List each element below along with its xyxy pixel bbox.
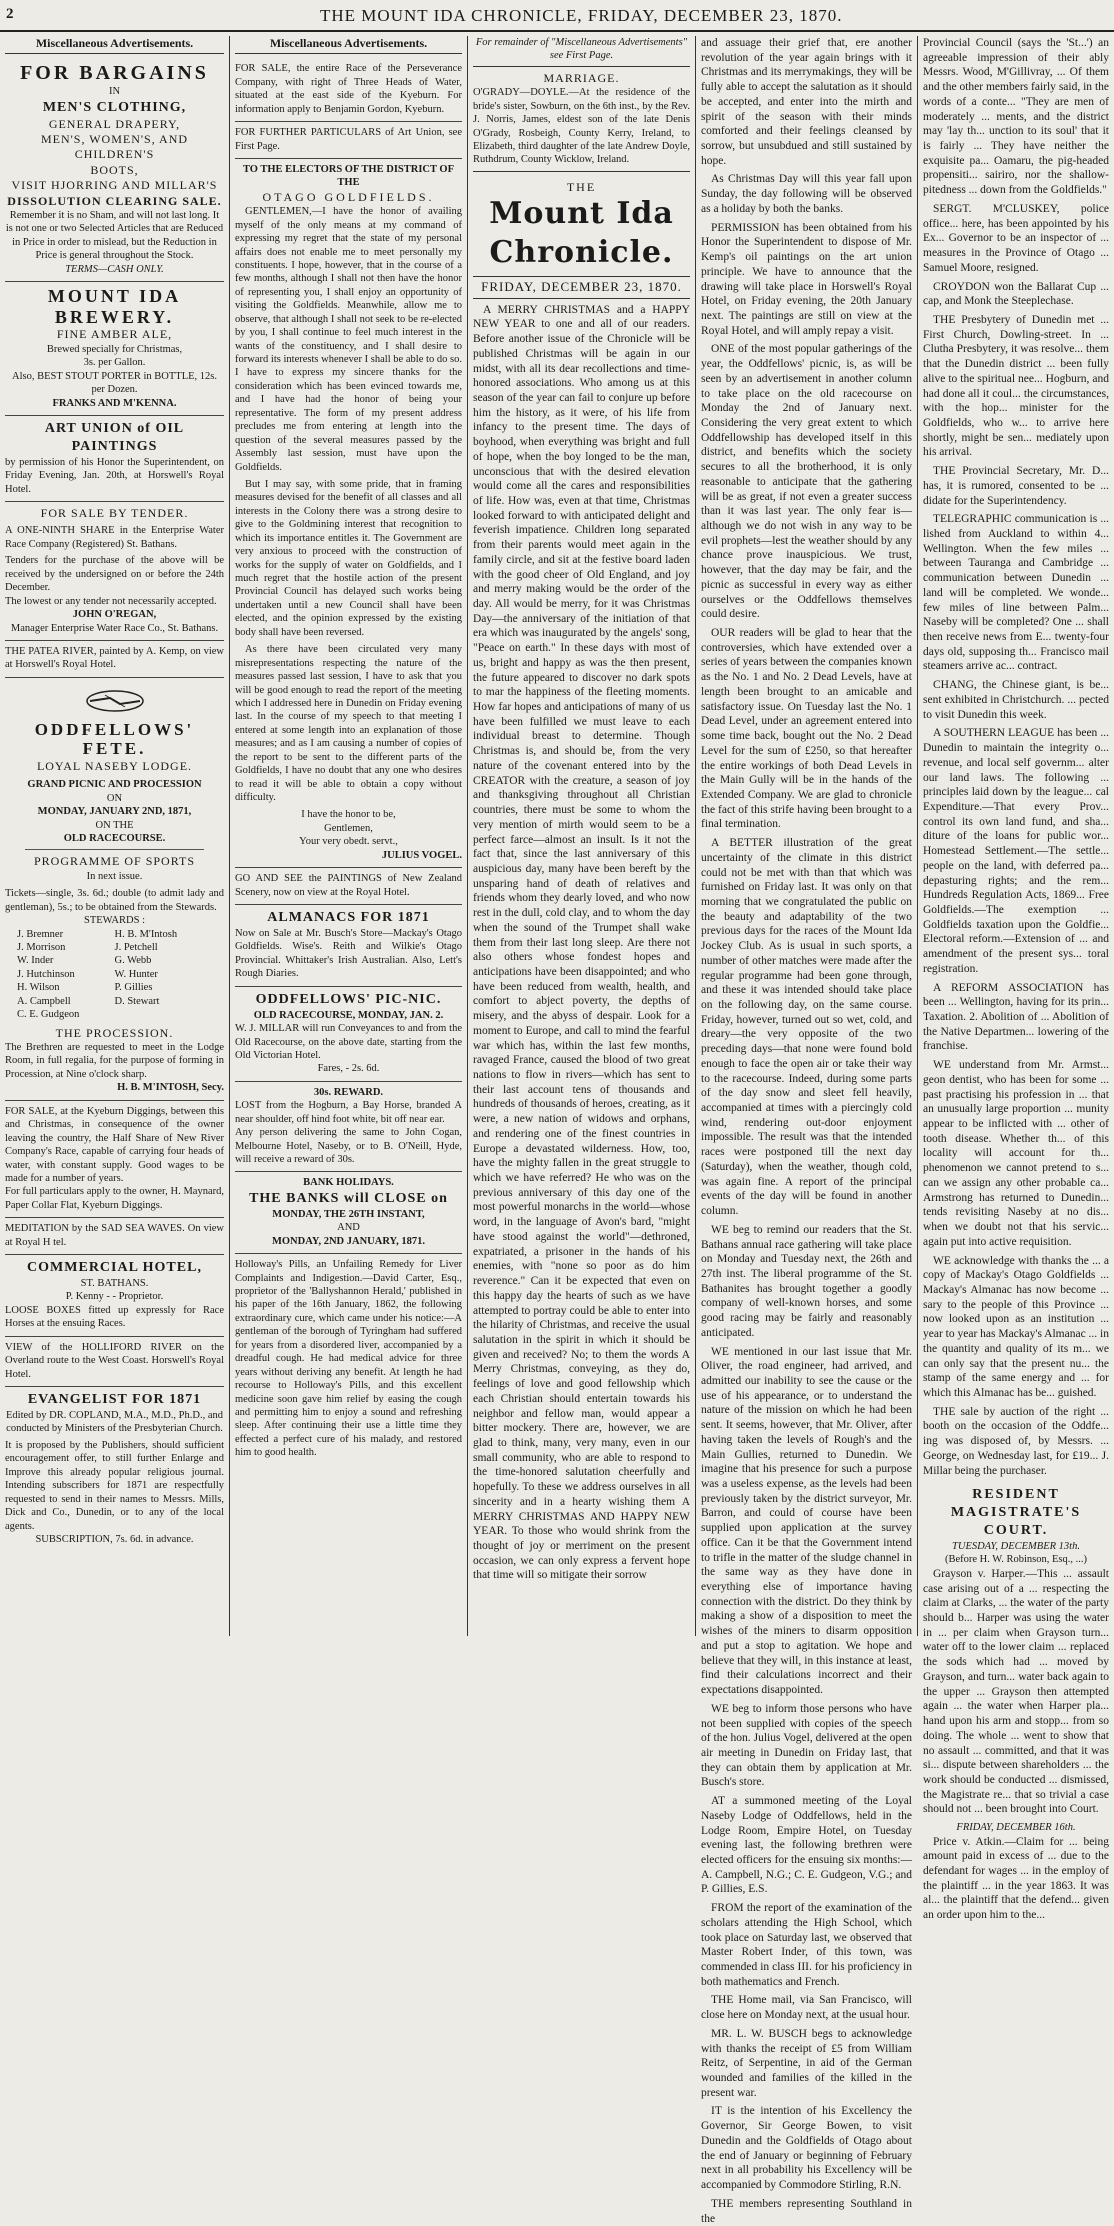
picnic-body: W. J. MILLAR will run Conveyances to and from the Old Racecourse, on the above date, starting from the Old Victorian Hotel. bbox=[235, 1023, 462, 1061]
news-paragraph: IT is the intention of his Excellency the Governor, Sir George Bowen, to visit Dunedin and the Goldfields of Otago about the end of January or beginning of February next in all probability his Excellency will be accompanied by Commodore Stirling, R.N. bbox=[701, 2105, 912, 2192]
news-paragraph: A BETTER illustration of the great uncertainty of the climate in this district could not be met with than that which was furnished on Friday last. It was only on that morning that we congratulated the public on the beauty and adaptability of the two previous days for the races of the Mount Ida Jockey Club. As is usual in such sports, a number of other matches were made after the regular programme had been gone through, and these it was intended should take place on the following day, on the same course. Friday, however, turned out so wet, cold, and dreary—the very opposite of the two preceding days—that none were found bold enough to face the open air or take their way to the racecourse. Indeed, during some parts of the day snow and sleet fell heavily, accompanied at times with a piercingly cold wind, rendering out-door enjoyment impossible. The result was that the intended races were postponed till the next day (Saturday), when the weather, though cold, was again fine. A report of the principal events of the day will be found in another column. bbox=[701, 837, 912, 1218]
masthead-name: Mount Ida Chronicle. bbox=[489, 196, 674, 270]
bargains-line: MEN'S, WOMEN'S, AND CHILDREN'S bbox=[40, 132, 189, 162]
kyeburn-text: FOR SALE, at the Kyeburn Diggings, between this and Christmas, in consequence of the owner leaving the country, the Half Share of New River Company's Race, capable of carrying four heads of water, with constant supply. Good wages to be made for a number of years. bbox=[5, 1105, 224, 1184]
letter-paragraph: But I may say, with some pride, that in framing measures devised for the benefit of all classes and all interests in the Colony there was a strong desire to give to the Goldmining interest that recognition to which its importance entitles it. The Government are very anxious to proceed with the construction of works for the supply of water on Goldfields, and I much regret that the hostile action of the present Provincial Council has delayed such works being undertaken until a new Council shall have been elected, and the opinion expressed by the existing body shall have been reversed. bbox=[235, 478, 462, 638]
brewery-line: 3s. per Gallon. bbox=[83, 357, 146, 369]
bargains-line: BOOTS, bbox=[90, 162, 139, 177]
oddfellows-on: ON bbox=[106, 792, 123, 804]
column-3 bbox=[468, 36, 696, 1636]
letter-paragraph: GENTLEMEN,—I have the honor of availing myself of the only means at my command of expressing my regret that the state of my personal affairs does not enable me to meet personally my constituents. I hope, however, that in the course of a few months, although I shall not then have the honor of representing you, I shall enjoy an opportunity of visiting the Goldfields. Meanwhile, allow me to observe, that although I shall not seek to be re-elected by you, I shall continue to feel much interest in the wants of the constituency, and I shall desire to forward its interests whenever I shall be able to do so. I have to express my sincere thanks for the consideration which has been evinced towards me, and I have had the honor of being your representative. The form of my present address precludes me from entering at length into the question of the several measures passed by the Assembly last session, must have upon the Goldfields. bbox=[235, 206, 462, 473]
meditation-ad bbox=[5, 1218, 224, 1255]
stewards-list bbox=[5, 928, 224, 1022]
news-paragraph: WE mentioned in our last issue that Mr. Oliver, the road engineer, had arrived, and admitted our inability to see the cause or the use of his appearance, or to understand the nature of the mission on which he had been sent. It seems, however, that Mr. Oliver, after having taken the levels of Rough's and the Main Gullies, returned to Dunedin. We imagine that his presence for such a purpose was a useless expense, as the levels had been previously taken by the district surveyor, Mr. Barron, and could of course have been supplied upon application at the survey office. Can it be that the Government intend to trifle in the matter of the sludge channel in the same way as they have done in everything else of importance having connection with the district. Do they think by making a show of a disposition to meet the wishes of the miners to disarm opposition and put a stop to agitation. We hope and believe that they will, in this instance at least, find their calculations incorrect and their expectations disappointed. bbox=[701, 1345, 912, 1697]
tender-share: A ONE-NINTH SHARE in the Enterprise Water Race Company (Registered) St. Bathans. bbox=[5, 525, 224, 550]
news-paragraph: THE Provincial Secretary, Mr. D... has, it is rumored, consented to be ... didate for the Superintendency. bbox=[923, 465, 1109, 507]
brewery-line: FRANKS AND M'KENNA. bbox=[52, 397, 177, 409]
news-paragraph: Provincial Council (says the 'St...') an agreeable impression of their ably Messrs. Wood, M'Gillivray, ... Of them and the other members fairly said, in the words of a conte... "They are men of moderately ... ments, and the district may 'lay th... unction to its soul' that it is fairly ... They have neither the exquisite pa... Oamaru, the pig-headed propensiti... sairiro, nor the shallow-pitedness ... down from the Goldfields." bbox=[923, 37, 1109, 197]
patea-text: THE PATEA RIVER, painted by A. Kemp, on view at Horswell's Royal Hotel. bbox=[5, 645, 224, 671]
electors-place: OTAGO GOLDFIELDS. bbox=[262, 189, 435, 204]
chronicle-masthead bbox=[473, 180, 690, 299]
column-2-header: Miscellaneous Advertisements. bbox=[235, 36, 462, 54]
particulars-ad bbox=[235, 122, 462, 159]
news-paragraph: CROYDON won the Ballarat Cup ... cap, and Monk the Steeplechase. bbox=[923, 280, 1109, 308]
race-sale-text: FOR SALE, the entire Race of the Perseverance Company, with right of Three Heads of Water, situated at the east side of the Kyeburn. For information apply to Benjamin Gordon, Kyeburn. bbox=[235, 63, 462, 115]
art-union-title: ART UNION of OIL PAINTINGS bbox=[44, 420, 185, 454]
news-paragraph: THE Presbytery of Dunedin met ... First Church, Dowling-street. In ... Clutha Presbytery, it was resolve... them that the Dunedin district ... been fully alive to the spiritual nee... Hogburn, and had done all it coul... the circumstances, with the hop... minister for the Goldfields, who w... to arrive here shortly, might be sen... mediately upon his arrival. bbox=[923, 313, 1109, 459]
commercial-hotel-ad bbox=[5, 1255, 224, 1337]
bargains-title: FOR BARGAINS bbox=[20, 62, 209, 85]
steward-name bbox=[115, 1008, 213, 1021]
bank-holidays-ad bbox=[235, 1172, 462, 1254]
paintings-ad bbox=[235, 868, 462, 905]
bargains-in: IN bbox=[108, 86, 121, 98]
almanacs-ad bbox=[235, 905, 462, 987]
column-5 bbox=[918, 36, 1114, 1922]
lost-text: LOST from the Hogburn, a Bay Horse, branded A near shoulder, off hind foot white, bit off near ear. bbox=[235, 1100, 462, 1125]
picnic-title: ODDFELLOWS' PIC-NIC. bbox=[255, 991, 442, 1007]
oddfellows-place: OLD RACECOURSE. bbox=[63, 833, 166, 845]
evangelist-edit: Edited by DR. COPLAND, M.A., M.D., Ph.D., and conducted by Ministers of the Presbyterian Church. bbox=[5, 1410, 223, 1435]
column-1 bbox=[0, 36, 230, 1636]
news-paragraph: SERGT. M'CLUSKEY, police office... here, has been appointed by his Ex... Governor to be an inspector of ... measures in the Province of Otago ... Samuel Moore, resigned. bbox=[923, 202, 1109, 274]
steward-name: W. Inder bbox=[17, 955, 54, 967]
letter-paragraph: As there have been circulated very many misrepresentations respecting the nature of the measures passed last session, I have to ask that you will be good enough to read the report of the meeting which I addressed here in Dunedin on Friday evening last. In the course of my speech to that meeting I entered at some length into an explanation of those measures; and as I am causing a number of copies of the report to be sent to the different parts of the Goldfields, I have no doubt that any one who desires to read it will be able to obtain a copy without difficulty. bbox=[235, 644, 462, 804]
bargains-line: MEN'S CLOTHING, bbox=[42, 99, 187, 115]
particulars-text: FOR FURTHER PARTICULARS of Art Union, see First Page. bbox=[235, 127, 462, 152]
marriage-title: MARRIAGE. bbox=[543, 70, 620, 85]
holloway-ad bbox=[235, 1254, 462, 1465]
news-paragraph: WE beg to inform those persons who have not been supplied with copies of the speech of the hon. Julius Vogel, delivered at the open air meeting in Dunedin on Friday last, that they can obtain them by application at Mr. Busch's store. bbox=[701, 1702, 912, 1789]
race-sale-ad bbox=[235, 58, 462, 122]
procession-body: The Brethren are requested to meet in the Lodge Room, in full regalia, for the purpose of forming in Procession, at Nine o'clock sharp. bbox=[5, 1042, 224, 1080]
kyeburn-text-2: For full particulars apply to the owner, H. Maynard, Paper Collar Flat, Kyeburn Diggings. bbox=[5, 1186, 224, 1211]
bargains-ad bbox=[5, 58, 224, 282]
news-paragraph: MR. L. W. BUSCH begs to acknowledge with thanks the receipt of £5 from William Reitz, of Serpentine, in aid of the German wounded and families of the killed in the present war. bbox=[701, 2027, 912, 2099]
reward-title: 30s. REWARD. bbox=[313, 1086, 384, 1098]
column-2 bbox=[230, 36, 468, 1636]
commercial-place: ST. BATHANS. bbox=[80, 1278, 149, 1290]
tender-ad bbox=[5, 502, 224, 641]
news-paragraph: A SOUTHERN LEAGUE has been ... Dunedin to maintain the integrity o... revenue, and local self governm... alter our land laws. The following ... principles laid down by the league... cal Expenditure.—That every Prov... control its own land fund, and sha... diture of the loans for public wor... Homestead Settlement.—The settle... people on the land, with deferred pa... depasturing rights; and the rem... Hundreds Regulation Acts, 1869... Free Goldfields.—The exemption ... Goldfields taxation upon the Goldfie... Electoral reform.—Extension of ... and amendment of the present sys... toral registration. bbox=[923, 727, 1109, 975]
lost-horse-ad bbox=[235, 1082, 462, 1173]
tickets-text: Tickets—single, 3s. 6d.; double (to admit lady and gentleman), 5s.; to be obtained from the Stewards. bbox=[5, 888, 224, 913]
oddfellows-title: ODDFELLOWS' FETE. bbox=[34, 719, 195, 759]
oddfellows-date: MONDAY, JANUARY 2ND, 1871, bbox=[37, 806, 192, 818]
oddfellows-lodge: LOYAL NASEBY LODGE. bbox=[36, 758, 193, 773]
news-paragraph: THE members representing Southland in the bbox=[701, 2197, 912, 2225]
news-paragraph: WE beg to remind our readers that the St. Bathans annual race gathering will take place on Monday and Tuesday next, the 26th and 27th inst. The liberal programme of the St. Bathanites has brought together a goodly company of well-known horses, and some good racing may be fairly and reasonably anticipated. bbox=[701, 1223, 912, 1339]
news-paragraph: OUR readers will be glad to hear that the controversies, which have extended over a series of years between the companies known as the No. 1 and No. 2 Dead Levels, have at length been brought to an amicable and satisfactory issue. On Tuesday last the No. 1 Dead Level, under an agreement entered into some time back, bought out the No. 2 Dead Level for the sum of £250, so that hereafter the entire workings of both Dead Levels in the Main Gully will be in the hands of the Extended Company. We are glad to chronicle the fact of this strife having been brought to a final termination. bbox=[701, 627, 912, 831]
evangelist-title: EVANGELIST FOR 1871 bbox=[27, 1392, 202, 1408]
news-paragraph: FROM the report of the examination of the scholars attending the High School, which took place on Saturday last, we observed that Master Robert Inder, of this town, was commended in class III. for his proficiency in both mathematics and French. bbox=[701, 1902, 912, 1988]
meditation-text: MEDITATION by the SAD SEA WAVES. On view at Royal H tel. bbox=[5, 1223, 224, 1248]
evangelist-sub: SUBSCRIPTION, 7s. 6d. in advance. bbox=[35, 1533, 194, 1545]
page-number: 2 bbox=[6, 6, 14, 22]
news-paragraph: AT a summoned meeting of the Loyal Naseby Lodge of Oddfellows, held in the Lodge Room, Empire Hotel, on Tuesday evening last, the following brethren were elected officers for the ensuing six months:—A. Campbell, N.G.; C. E. Gudgeon, V.G.; and P. Gillies, E.S. bbox=[701, 1795, 912, 1896]
brewery-line: Also, BEST STOUT PORTER in BOTTLE, 12s. per Dozen. bbox=[11, 370, 218, 396]
court-paragraph: Grayson v. Harper.—This ... assault case arising out of a ... respecting the claim at Clarks, ... the water of the party should b... Harper was using the water in ... per claim when Grayson turn... water off to the lower claim ... replaced the sods which had ... moved by Grayson, and turn... water back again to the upper ... Grayson then attempted again ... the water when Harper pla... hand upon his arm and stopp... from so doing. The whole ... went to show that no assault ... committed, and that it was si... dispute between shareholders ... the work should be conducted ... dismissed, the Magistrate re... that so trivial a case should not ... been brought into Court. bbox=[923, 1567, 1109, 1816]
news-paragraph: ONE of the most popular gatherings of the year, the Oddfellows' picnic, is, as will be seen by an advertisement in another column to take place on the old racecourse on Monday the 2nd of January next. Considering the very great extent to which Oddfellowship has developed itself in this district, and benefits which the society secures to all the brotherhood, it is only reasonable to anticipate that the gathering will be as great, if not even a greater success than it was last year. The only fear is—although we do not wish in any way to be evil prophets—lest the weather should by any chance prove inauspicious. We trust, however, that the day may be fair, and the picnic as successful in every way as either ourselves or the Oddfellows themselves could desire. bbox=[701, 343, 912, 621]
running-header bbox=[0, 0, 1114, 32]
editorial-paragraph: A MERRY CHRISTMAS and a HAPPY NEW YEAR to one and all of our readers. Before another issue of the Chronicle will be published Christmas will be again in our midst, with all its dear recollections and time-honored associations. Who among us at this season of the year can fail to conjure up before him the history, as it were, of his life from infancy to the present time. The days of boyhood, when everything was bright and full of hope, when the boy longed to be the man, unconscious that with the desired elevation would come all the cares and responsibilities of life. How was, even at that time, Christmas looked forward to with anticipated delight and feverish impatience. Children long separated from their parents would meet again in the family circle, and sit at the festive board laden with the good cheer of Old England, and joy and merry making would be the order of the day. All would be merry, for it was Christmas Day—the anniversary of the initiation of that era which was inaugurated by the angels' song, "Peace on earth." In these days with most of us, bright and happy as was the then present, the future appeared to discover no dark spots to mar the happiness of the fleeting moments. How far hopes and anticipations of many of us have been fulfilled we must leave to each individual breast to determine. Though Christmas is, and should be, from the very nature of the covenant entered into by the CREATOR with the creature, a season of joy and thanksgiving throughout all Christian countries, there must be some to whom the very mention of mirth would seem to be a perfect farce—almost an insult. Is it not the fact that, since the last anniversary of this auspicious day, many have been bereft by the unsparing hand of death of relatives and friends whom they dearly loved, and who now rest in the dull, cold clay, and to whom the day when the sound of the Trumpet shall wake them from their last long sleep. Are there not also others whose fondest hopes and anticipations have been disappointed; and who have been reduced from wealth, health, and comfort to abject poverty, the depths of misery, and the abyss of despair. Look for a moment to Europe, and call to mind the fearful war which has, within the last few months, ravaged France, caused the blood of two great nations to flow in rivers—which has sent to their last account tens of thousands and hundreds of thousands of heroes, creating, as it were, a new nation of widows and orphans, and rendering one of the finest countries in Europe a devastated wilderness. How, too, have the mighty fallen in the great struggle to which we have referred? He who was on the previous anniversary of this day one of the most powerful monarchs in the world—whose word, in the language of Avon's bard, "might have stood against the world"—dethroned, expatriated, a prisoner in the hands of his enemies, with "none so poor as do him reverence." Can it be expected that even on this happy day the hearts of such as we have attempted to portray could be able to enter into the hilarity of Christmas, and receive the usual salutation in the spirit in which it should be given and received? No; to them the words A Merry Christmas, conveying, as they do, feelings of love and good fellowship which each Christian should entertain towards his neighbor and fellow man, would appear a bitter mockery. There are, however, we are glad to think, many, very many, even in our small community, who are able to respond to the time-honored salutation cheerfully and hopefully. To these we address ourselves in all sincerity and in a hearty wishing them A MERRY CHRISTMAS AND HAPPY NEW YEAR. To those who would shrink from the thought of joy or merriment on the present occasion, we can only express a fervent hope that time will so mitigate their sorrow bbox=[473, 303, 690, 1582]
steward-name: W. Hunter bbox=[114, 968, 158, 980]
holloway-text: Holloway's Pills, an Unfailing Remedy for Liver Complaints and Indigestion.—David Carter, Esq., proprietor of the 'Ballyshannon Herald,' published in his paper of the 16th January, 1862, the following extraordinary cure, which came under his notice:—A gentleman of the borough of Tyringham had suffered for years from a disordered liver, accompanied by a dreadful cough. He had medical advice for three years without deriving any benefit. At length he had recourse to Holloway's Pills, and this excellent medicine soon gave him relief by easing the cough and permitting him to enjoy a sound and refreshing sleep. After continuing their use a little time they effected a perfect cure of his malady, and restored him to good health. bbox=[235, 1259, 462, 1459]
steward-name: G. Webb bbox=[114, 955, 152, 967]
news-paragraph: and assuage their grief that, ere another revolution of the year again brings with it Christmas and its merrymakings, they will be fully able to accept the salutation as it should be accepted, and enter into the mirth and spirit of the season with their minds comforted and their feelings cleansed by sorrow, but unsubdued and still sustained by hope. bbox=[701, 37, 912, 167]
steward-name: P. Gillies bbox=[114, 982, 153, 994]
letter-signature: JULIUS VOGEL. bbox=[381, 849, 462, 861]
lost-text-2: Any person delivering the same to John Cogan, Melbourne Hotel, Naseby, or to B. O'Neill, Hyde, will receive a reward of 30s. bbox=[235, 1127, 462, 1166]
tender-lowest: The lowest or any tender not necessarily accepted. bbox=[5, 595, 217, 607]
banks-date-2: MONDAY, 2ND JANUARY, 1871. bbox=[271, 1235, 426, 1247]
sports-note: In next issue. bbox=[86, 870, 143, 882]
commercial-boxes: LOOSE BOXES fitted up expressly for Race Horses at the ensuing Races. bbox=[5, 1304, 224, 1330]
banks-date-1: MONDAY, THE 26TH INSTANT, bbox=[272, 1208, 425, 1220]
tender-body: Tenders for the purchase of the above will be received by the undersigned on or before the 24th December. bbox=[5, 555, 224, 594]
electors-letter bbox=[235, 159, 462, 868]
steward-name: J. Bremner bbox=[17, 928, 64, 940]
commercial-prop: P. Kenny - - Proprietor. bbox=[65, 1291, 164, 1303]
holliford-ad bbox=[5, 1337, 224, 1387]
masthead-date: FRIDAY, DECEMBER 23, 1870. bbox=[473, 276, 690, 299]
brewery-title: MOUNT IDA BREWERY. bbox=[47, 286, 182, 327]
steward-name: J. Hutchinson bbox=[17, 968, 75, 980]
steward-name: H. Wilson bbox=[17, 982, 60, 994]
steward-name: J. Morrison bbox=[17, 942, 66, 954]
news-paragraph: THE Home mail, via San Francisco, will close here on Monday next, at the usual hour. bbox=[701, 1994, 912, 2022]
commercial-title: COMMERCIAL HOTEL, bbox=[27, 1260, 202, 1276]
picnic-fares: Fares, - 2s. 6d. bbox=[317, 1063, 380, 1075]
banks-close: THE BANKS will CLOSE on bbox=[249, 1190, 448, 1206]
bargains-line: DISSOLUTION CLEARING SALE. bbox=[7, 193, 222, 208]
bargains-line: VISIT HJORRING AND MILLAR'S bbox=[11, 178, 218, 193]
almanacs-title: ALMANACS FOR 1871 bbox=[267, 910, 430, 926]
news-paragraph: WE acknowledge with thanks the ... a copy of Mackay's Otago Goldfields ... Mackay's Almanac has now become ... sary to the people of this Province ... now looked upon as an institution ... year to year has Mackay's Almanac ... in the quantity and quality of its m... we can only say that the present nu... the stamp of the same energy and ... for which this Almanac has be... guished. bbox=[923, 1254, 1110, 1399]
steward-name: H. B. M'Intosh bbox=[114, 928, 178, 940]
tender-role: Manager Enterprise Water Race Co., St. Bathans. bbox=[10, 622, 219, 634]
almanacs-body: Now on Sale at Mr. Busch's Store—Mackay's Otago Goldfields. Wise's. Reith and Wilkie's Otago Provincial. Whittaker's Irish Australian. Also, Lett's Rough Diaries. bbox=[235, 928, 462, 980]
steward-name: C. E. Gudgeon bbox=[17, 1009, 80, 1021]
banks-and: AND bbox=[337, 1222, 360, 1234]
news-paragraph: WE understand from Mr. Armst... geon dentist, who has been for some ... past practising his profession in ... that an unusually large proportion ... munity appear to be inflicted with ... other of tooth disease. Whether th... of this locality will account for th... phenomenon we cannot pretend to s... can we assign any other probable ca... Armstrong has returned to Dunedin... tends revisiting Naseby at no dis... when we doubt not that his servic... again put into active requisition. bbox=[923, 1059, 1109, 1248]
brewery-line: FINE AMBER ALE, bbox=[56, 327, 173, 342]
steward-name: J. Petchell bbox=[114, 942, 158, 954]
oddfellows-fete-ad bbox=[5, 678, 224, 1101]
clasped-hands-icon bbox=[80, 686, 150, 716]
brewery-ad bbox=[5, 282, 224, 416]
court-date-2: FRIDAY, DECEMBER 16th. bbox=[956, 1822, 1076, 1834]
stewards-label: STEWARDS : bbox=[84, 915, 145, 927]
bargains-body: Remember it is no Sham, and will not last long. It is not one or two Selected Articles that are Reduced in Price in order to mislead, but the Reduction in Price is general throughout the Stock. bbox=[5, 209, 224, 262]
bargains-line: GENERAL DRAPERY, bbox=[48, 116, 181, 131]
remainder-note: For remainder of "Miscellaneous Advertisements" see First Page. bbox=[473, 36, 690, 67]
column-4 bbox=[696, 36, 918, 2225]
picnic-date: OLD RACECOURSE, MONDAY, JAN. 2. bbox=[253, 1009, 444, 1021]
evangelist-body: It is proposed by the Publishers, should sufficient encouragement offer, to still further Enlarge and Improve this already popular religious journal. Intending subscribers for 1871 are respectfully requested to send in their names to Messrs. Mills, Dick and Co., Dunedin, or to any of the local agents. bbox=[5, 1439, 224, 1532]
news-paragraph: A REFORM ASSOCIATION has been ... Wellington, having for its prin... Taxation. 2. Abolition of ... Abolition of the Native Departmen... lowering of the franchise. bbox=[923, 981, 1109, 1053]
brewery-line: Brewed specially for Christmas, bbox=[46, 343, 183, 355]
running-head-title: THE MOUNT IDA CHRONICLE, FRIDAY, DECEMBER 23, 1870. bbox=[320, 6, 843, 25]
patea-ad bbox=[5, 641, 224, 678]
bank-title: BANK HOLIDAYS. bbox=[303, 1177, 394, 1189]
bargains-terms: TERMS—CASH ONLY. bbox=[65, 263, 164, 275]
letter-close: I have the honor to be, bbox=[301, 809, 396, 821]
court-bench-1: (Before H. W. Robinson, Esq., ...) bbox=[944, 1554, 1088, 1566]
art-union-body: by permission of his Honor the Superintendent, on Friday Evening, Jan. 20th, at Horswell's Royal Hotel. bbox=[5, 456, 224, 495]
court-date-1: TUESDAY, DECEMBER 13th. bbox=[952, 1541, 1080, 1552]
news-paragraph: As Christmas Day will this year fall upon Sunday, the day following will be observed as a holiday by both the banks. bbox=[701, 173, 912, 215]
news-paragraph: PERMISSION has been obtained from his Honor the Superintendent to dispose of Mr. Kemp's oil paintings on the art union principle. We have to announce that the drawing will take place in Horswell's Royal Hotel, on Friday evening, the 20th January next. The paintings are still on view at the Royal Hotel, and will amply repay a visit. bbox=[701, 221, 912, 337]
art-union-ad bbox=[5, 416, 224, 502]
kyeburn-sale-ad bbox=[5, 1101, 224, 1219]
procession-sign: H. B. M'INTOSH, Secy. bbox=[117, 1082, 224, 1094]
letter-gentlemen: Gentlemen, bbox=[324, 822, 373, 834]
procession-title: THE PROCESSION. bbox=[55, 1025, 174, 1040]
electors-title: TO THE ELECTORS OF THE DISTRICT OF THE bbox=[242, 163, 455, 189]
masthead-the: THE bbox=[566, 179, 597, 194]
news-paragraph: TELEGRAPHIC communication is ... lished from Auckland to within 4... Wellington. When the few miles ... between Tauranga and Cambridge ... communication between Dunedin ... land will be completed. We wonde... few miles of line between Palm... Naseby will be completed? One ... shall then receive news from E... twenty-four days old, supposing th... Francisco mail steamers arrive ac... contract. bbox=[923, 513, 1109, 673]
letter-servant: Your very obedt. servt., bbox=[299, 836, 398, 848]
news-paragraph: THE sale by auction of the right ... booth on the occasion of the Oddfe... ing was disposed of, by Messrs. ... George, on Wednesday last, for £19... J. Millar being the purchaser. bbox=[923, 1405, 1109, 1477]
paintings-text: GO AND SEE the PAINTINGS of New Zealand Scenery, now on view at the Royal Hotel. bbox=[235, 873, 462, 898]
marriage-notice: O'GRADY—DOYLE.—At the residence of the bride's sister, Sowburn, on the 6th inst., by the Rev. J. Norris, James, eldest son of the late Denis O'Grady, Rosbeigh, County Kerry, Ireland, to Elizabeth, third daughter of the late Andrew Doyle, Ruthdrum, County Wicklow, Ireland. bbox=[473, 86, 690, 172]
holliford-text: VIEW of the HOLLIFORD RIVER on the Overland route to the West Coast. Horswell's Royal Hotel. bbox=[5, 1341, 224, 1380]
picnic-ad bbox=[235, 987, 462, 1082]
steward-name: A. Campbell bbox=[17, 995, 71, 1007]
evangelist-ad bbox=[5, 1387, 224, 1551]
court-title: RESIDENT MAGISTRATE'S COURT. bbox=[950, 1487, 1082, 1539]
tender-name: JOHN O'REGAN, bbox=[72, 609, 157, 621]
court-paragraph: Price v. Atkin.—Claim for ... being amount paid in excess of ... due to the defendant for wages ... in the employ of the plaintiff ... in the year 1863. It was al... the plaintiff that the defend... given an order upon him to the... bbox=[923, 1835, 1109, 1922]
oddfellows-event: GRAND PICNIC AND PROCESSION bbox=[27, 779, 202, 791]
column-1-header: Miscellaneous Advertisements. bbox=[5, 36, 224, 54]
steward-name: D. Stewart bbox=[114, 995, 160, 1007]
sports-title: PROGRAMME OF SPORTS bbox=[34, 854, 195, 869]
oddfellows-on-the: ON THE bbox=[95, 819, 134, 831]
tender-title: FOR SALE BY TENDER. bbox=[40, 506, 189, 521]
news-paragraph: CHANG, the Chinese giant, is be... sent exhibited in Christchurch. ... pected to visit Dunedin this week. bbox=[923, 679, 1109, 721]
